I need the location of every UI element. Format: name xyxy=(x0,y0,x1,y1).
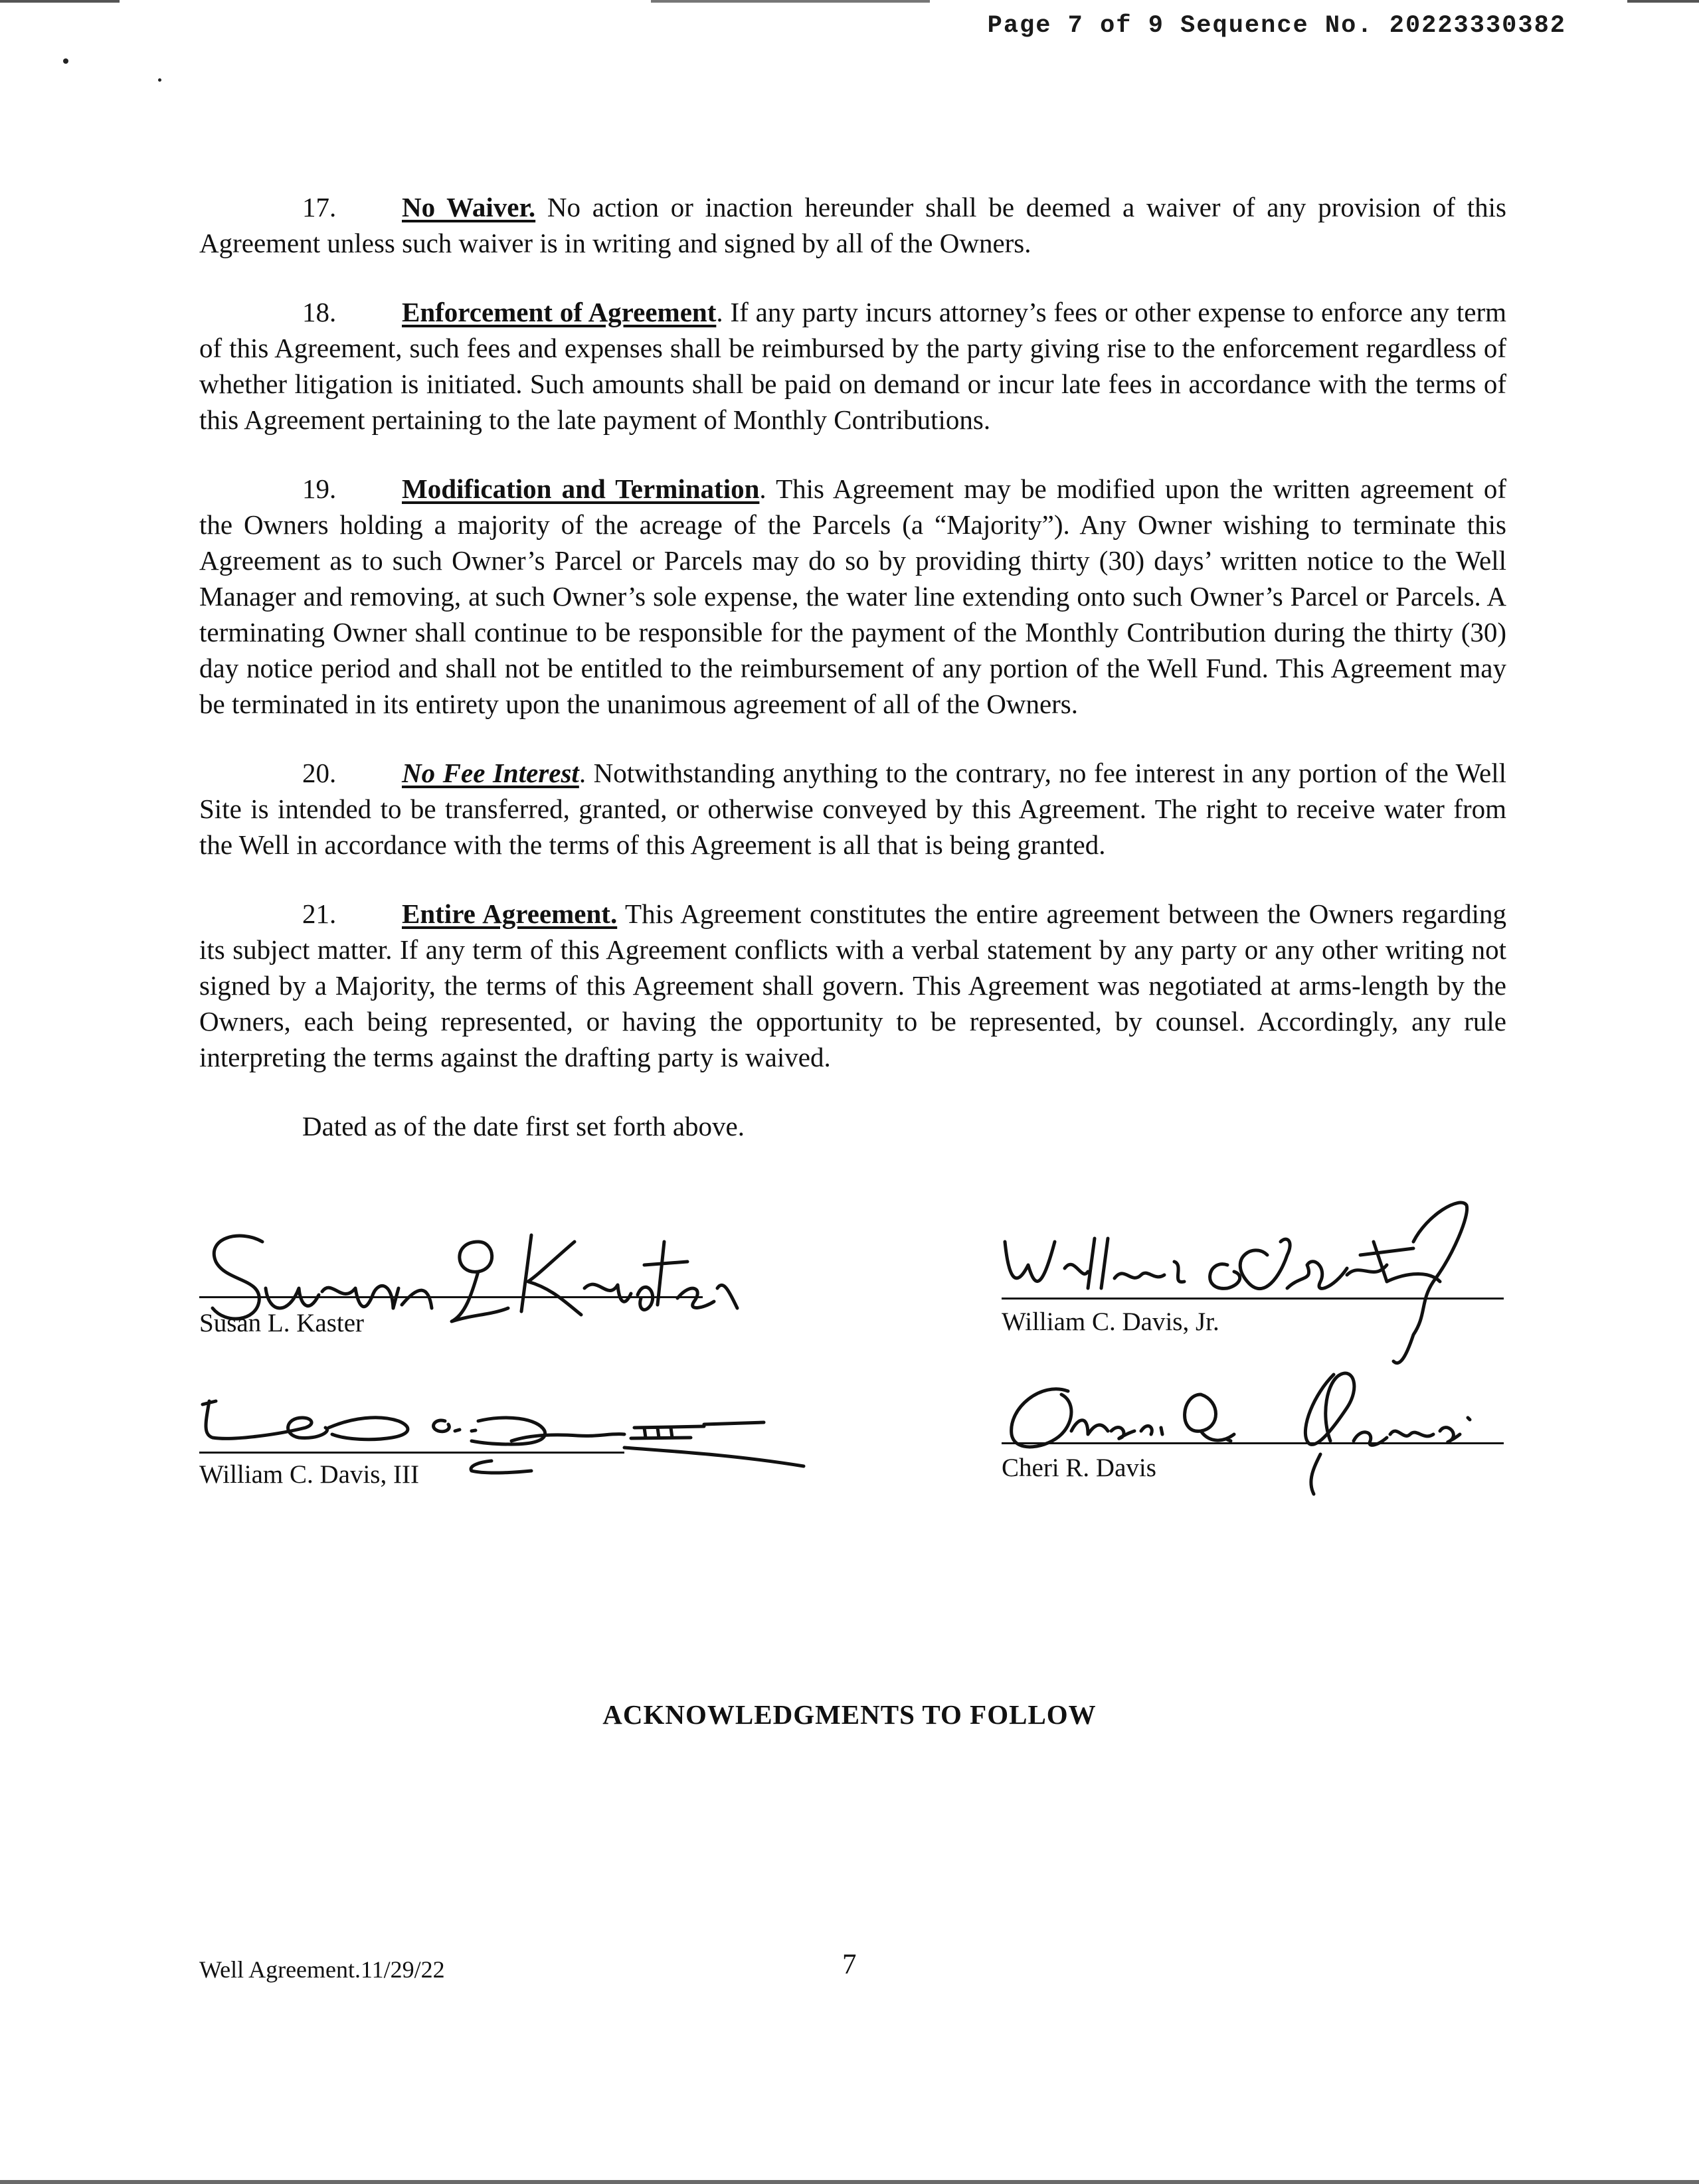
section-text: . Notwithstanding anything to the contrary, no fee interest in any portion of the Well Site is intended to be transferred, granted, or otherwise conveyed by this Agreement. The right to receive water from the Well in accordance with the terms of this Agreement is all that is being granted. xyxy=(199,758,1506,860)
scan-speck xyxy=(63,58,68,64)
section-title: No Fee Interest xyxy=(402,758,579,788)
section-title: Enforcement of Agreement xyxy=(402,297,717,327)
section-number: 20. xyxy=(302,758,337,788)
section-19 xyxy=(199,471,1506,722)
signer-name: William C. Davis, Jr. xyxy=(1002,1307,1219,1336)
scan-edge-top xyxy=(0,0,1699,3)
section-number: 19. xyxy=(302,473,337,504)
section-number: 21. xyxy=(302,898,337,929)
signature-block-susan-kaster xyxy=(199,1215,717,1348)
section-18 xyxy=(199,294,1506,438)
signature-line xyxy=(1002,1442,1504,1444)
section-number: 18. xyxy=(302,297,337,327)
signer-name: Cheri R. Davis xyxy=(1002,1454,1156,1482)
page-number: 7 xyxy=(842,1949,857,1980)
section-text: . This Agreement may be modified upon the written agreement of the Owners holding a majority of the acreage of the Parcels (a “Majority”). Any Owner wishing to terminate this Agreement as to such Owner’s Parcel or Parcels may do so by providing thirty (30) days’ written notice to the Well Manager and removing, at such Owner’s sole expense, the water line extending onto such Owner’s Parcel or Parcels. A terminating Owner shall continue to be responsible for the payment of the Monthly Contribution during the thirty (30) day notice period and shall not be entitled to the reimbursement of any portion of the Well Fund. This Agreement may be terminated in its entirety upon the unanimous agreement of all of the Owners. xyxy=(199,473,1506,719)
scan-speck xyxy=(158,78,161,82)
signature-block-cheri-davis xyxy=(1002,1368,1506,1501)
signer-name: William C. Davis, III xyxy=(199,1460,419,1489)
signature-line xyxy=(1002,1298,1504,1300)
section-21 xyxy=(199,896,1506,1075)
section-text: This Agreement constitutes the entire agreement between the Owners regarding its subject matter. If any term of this Agreement conflicts with a verbal statement by any party or any other writing not signed by a Majority, the terms of this Agreement shall govern. This Agreement was negotiated at arms-length by the Owners, each being represented, or having the opportunity to be represented, by counsel. Accordingly, any rule interpreting the terms against the drafting party is waived. xyxy=(199,898,1506,1072)
dated-line: Dated as of the date first set forth above. xyxy=(302,1111,745,1141)
section-number: 17. xyxy=(302,192,337,222)
section-title: Modification and Termination xyxy=(402,473,760,504)
signature-block-william-davis-jr xyxy=(1002,1202,1506,1381)
scan-edge-bottom xyxy=(0,2180,1699,2184)
agreement-body xyxy=(199,189,1506,1144)
handwritten-signature-william-davis-jr xyxy=(1002,1202,1506,1381)
section-title: Entire Agreement. xyxy=(402,898,618,929)
document-reference: Well Agreement.11/29/22 xyxy=(199,1956,445,1983)
acknowledgments-heading: ACKNOWLEDGMENTS TO FOLLOW xyxy=(602,1699,1097,1730)
section-text: . If any party incurs attorney’s fees or other expense to enforce any term of this Agreement, such fees and expenses shall be reimbursed by the party giving rise to the enforcement regardless of whether litigation is initiated. Such amounts shall be paid on demand or incur late fees in accordance with the terms of this Agreement pertaining to the late payment of Monthly Contributions. xyxy=(199,297,1506,435)
signature-line xyxy=(199,1452,624,1454)
signature-block-william-davis-iii xyxy=(199,1388,824,1501)
section-17 xyxy=(199,189,1506,261)
section-20 xyxy=(199,755,1506,863)
section-title: No Waiver. xyxy=(402,192,536,222)
page-sequence-stamp: Page 7 of 9 Sequence No. 20223330382 xyxy=(987,12,1566,40)
signer-name: Susan L. Kaster xyxy=(199,1309,365,1337)
signature-line xyxy=(199,1296,703,1298)
section-text: No action or inaction hereunder shall be deemed a waiver of any provision of this Agreement unless such waiver is in writing and signed by all of the Owners. xyxy=(199,192,1507,258)
